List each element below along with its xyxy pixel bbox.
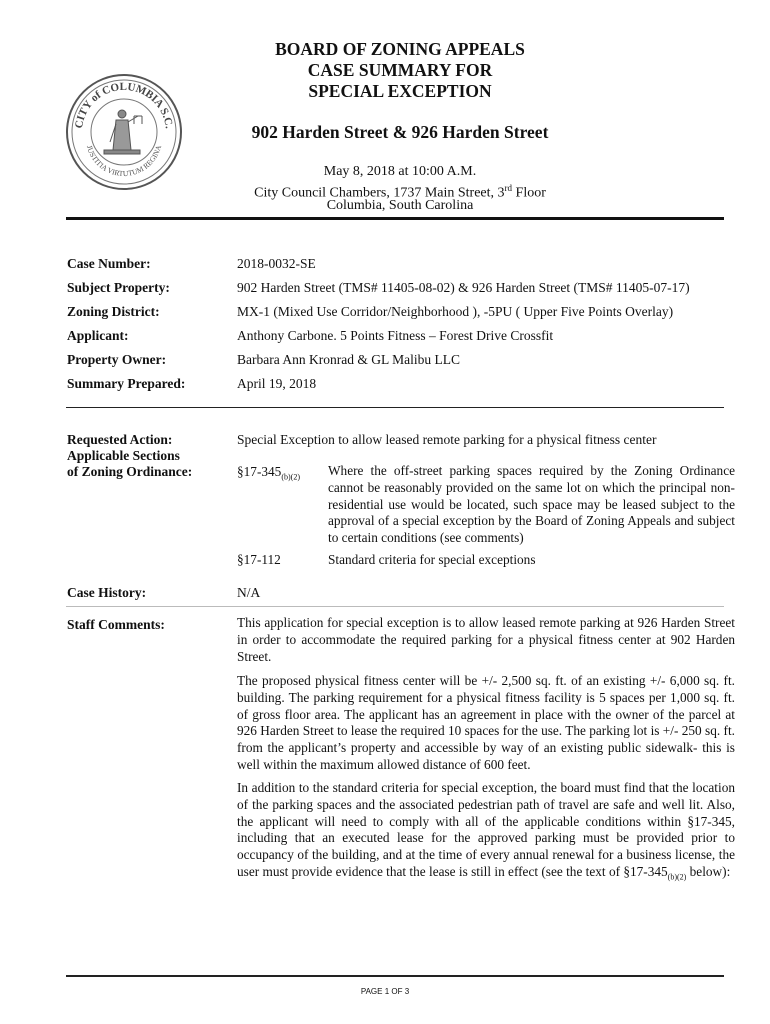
requested-action-label: Requested Action: bbox=[67, 432, 173, 447]
header-date: May 8, 2018 at 10:00 A.M. bbox=[323, 164, 477, 179]
city-seal bbox=[64, 72, 184, 192]
case-number-label: Case Number: bbox=[67, 256, 151, 271]
header-property: 902 Harden Street & 926 Harden Street bbox=[251, 122, 549, 142]
section-17-112-text: Standard criteria for special exceptions bbox=[328, 552, 536, 567]
zoning-district-value: MX-1 (Mixed Use Corridor/Neighborhood ), -5PU ( Upper Five Points Overlay) bbox=[237, 304, 674, 319]
header-title-line2: CASE SUMMARY FOR bbox=[307, 60, 493, 80]
summary-prepared-value: April 19, 2018 bbox=[237, 376, 317, 391]
staff-comments-paragraph-3: In addition to the standard criteria for special exception, the board must find that the location of the parking spaces and the associated pedestrian path of travel are safe and well lit. Also, the applicant will need to comply with all of the applicable conditions within §17-345, including that an executed lease for the approved parking must be provided prior to occupancy of the building, and at the time of every annual renewal for a business license, the user must provide evidence that the lease is still in effect (see the text of $\S 17-345_{(b)(2)}$ below): bbox=[237, 780, 735, 882]
page-number: PAGE 1 OF 3 bbox=[360, 987, 410, 996]
staff-comments-paragraph-1: This application for special exception is to allow leased remote parking at 926 Harden Street in order to accommodate the required parking for a physical fitness center at 902 Harden Street. bbox=[237, 615, 735, 664]
case-info-divider bbox=[66, 407, 724, 408]
subject-property-label: Subject Property: bbox=[67, 280, 170, 295]
header-title-line1: BOARD OF ZONING APPEALS bbox=[275, 39, 525, 59]
zoning-district-label: Zoning District: bbox=[67, 304, 160, 319]
header-location: City Council Chambers, 1737 Main Street, 3rd Floor bbox=[254, 183, 546, 201]
staff-comments-label: Staff Comments: bbox=[67, 617, 165, 632]
case-number-value: 2018-0032-SE bbox=[237, 256, 316, 271]
property-owner-label: Property Owner: bbox=[67, 352, 167, 367]
summary-prepared-label: Summary Prepared: bbox=[67, 376, 186, 391]
header-divider bbox=[66, 217, 724, 220]
header-title-line3: SPECIAL EXCEPTION bbox=[308, 81, 492, 101]
seal-top-text: CITY of COLUMBIA S.C. bbox=[73, 80, 175, 130]
section-17-345-text: Where the off-street parking spaces required by the Zoning Ordinance cannot be reasonably provided on the same lot on which the principal non-residential use would be located, such space may be leased subject to the approval of a special exception by the Board of Zoning Appeals and subject to certain conditions (see comments) bbox=[328, 463, 735, 546]
footer-divider bbox=[66, 975, 724, 977]
staff-comments-paragraph-2: The proposed physical fitness center will be +/- 2,500 sq. ft. of an existing +/- 6,000 sq. ft. building. The parking requirement for a physical fitness facility is 5 spaces per 1,000 sq. ft. of gross floor area. The applicant has an agreement in place with the owner of the parcel at 926 Harden Street to lease the required 10 spaces for the use. The parking lot is +/- 250 sq. ft. from the applicant’s property and accessible by way of an existing public sidewalk- this is well within the maximum allowed distance of 600 feet. bbox=[237, 673, 735, 772]
section-17-112-code: §17-112 bbox=[237, 552, 281, 567]
zoning-ordinance-label: of Zoning Ordinance: bbox=[67, 464, 193, 479]
applicant-value: Anthony Carbone. 5 Points Fitness – Forest Drive Crossfit bbox=[237, 328, 554, 343]
seal-bottom-text: JUSTITIA VIRTUTUM REGINA bbox=[84, 144, 164, 179]
subject-property-value: 902 Harden Street (TMS# 11405-08-02) & 926 Harden Street (TMS# 11405-07-17) bbox=[237, 280, 690, 295]
applicant-label: Applicant: bbox=[67, 328, 129, 343]
history-divider bbox=[66, 606, 724, 607]
header-city: Columbia, South Carolina bbox=[326, 198, 474, 213]
section-17-345-code: $\S 17-345_{(b)(2)}$ bbox=[237, 464, 300, 482]
requested-action-value: Special Exception to allow leased remote parking for a physical fitness center bbox=[237, 432, 657, 447]
property-owner-value: Barbara Ann Kronrad & GL Malibu LLC bbox=[237, 352, 460, 367]
case-history-value: N/A bbox=[237, 585, 261, 600]
case-history-label: Case History: bbox=[67, 585, 147, 600]
applicable-sections-label: Applicable Sections bbox=[67, 448, 180, 463]
